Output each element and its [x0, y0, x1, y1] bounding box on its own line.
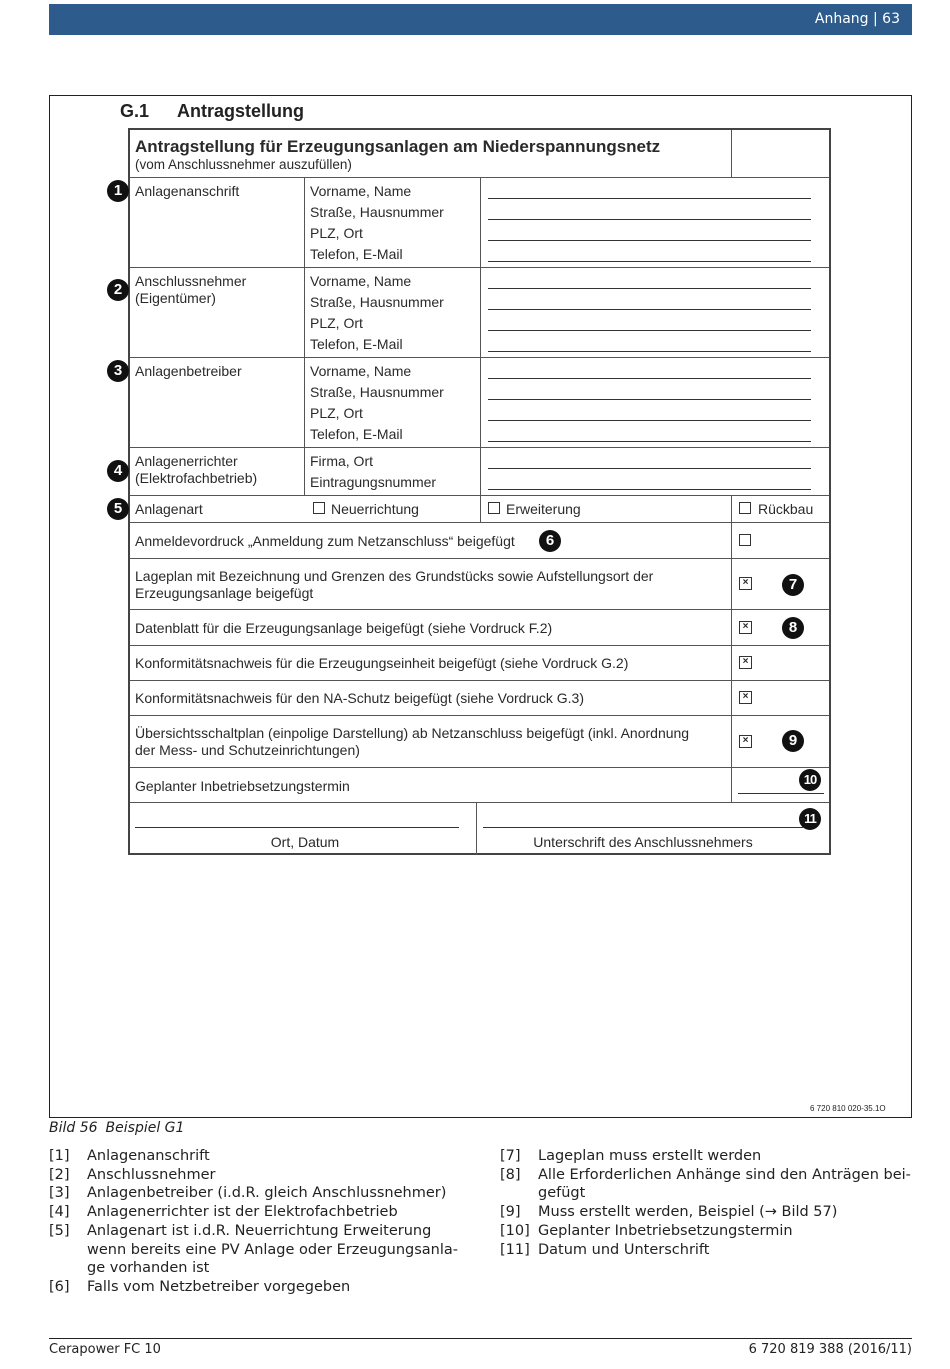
marker-11-icon: 11 [799, 808, 821, 830]
page-header-bar [49, 4, 912, 35]
legend-item [49, 1166, 469, 1185]
legend-item [49, 1278, 469, 1297]
field-label: Telefon, E-Mail [310, 246, 403, 262]
legend-item [49, 1203, 469, 1222]
fill-line [488, 261, 811, 262]
attachment-checkbox-checked[interactable]: × [739, 577, 752, 590]
fill-line [488, 219, 811, 220]
marker-10-icon: 10 [799, 769, 821, 791]
row-divider [130, 609, 829, 610]
field-label: Telefon, E-Mail [310, 426, 403, 442]
legend-text: Anlagenart ist i.d.R. Neuerrichtung Erweiterung wenn bereits eine PV Anlage oder Erzeugungsanla- ge vorhanden ist [87, 1222, 459, 1277]
marker-2-icon: 2 [107, 279, 129, 301]
fill-line [488, 441, 811, 442]
form-subtitle: (vom Anschlussnehmer auszufüllen) [135, 157, 352, 172]
legend-item [500, 1147, 915, 1166]
marker-4-icon: 4 [107, 460, 129, 482]
footer-product: Cerapower FC 10 [49, 1342, 161, 1357]
legend-number: [10] [500, 1222, 530, 1239]
field-label: Straße, Hausnummer [310, 204, 444, 220]
legend-text: Geplanter Inbetriebsetzungstermin [538, 1222, 793, 1239]
attachment-checkbox[interactable] [739, 534, 751, 546]
group-label-anschlussnehmer: Anschlussnehmer (Eigentümer) [135, 273, 247, 306]
legend-left [49, 1147, 469, 1297]
marker-3-icon: 3 [107, 360, 129, 382]
signature-right-label: Unterschrift des Anschlussnehmers [533, 834, 753, 850]
attachment-text: Übersichtsschaltplan (einpolige Darstellung) ab Netzanschluss beigefügt (inkl. Anordnung der Mess- und Schutzeinrichtungen) [135, 725, 690, 758]
form-title: Antragstellung für Erzeugungsanlagen am Niederspannungsnetz [135, 137, 661, 156]
legend-item [49, 1222, 469, 1278]
caption-title: Beispiel G1 [105, 1120, 185, 1136]
attachment-checkbox-checked[interactable]: × [739, 656, 752, 669]
field-label: PLZ, Ort [310, 225, 363, 241]
row-divider [130, 680, 829, 681]
fill-line [488, 420, 811, 421]
legend-item [500, 1166, 915, 1203]
attachment-text: Konformitätsnachweis für den NA-Schutz beigefügt (siehe Vordruck G.3) [135, 690, 584, 706]
legend-text: Falls vom Netzbetreiber vorgegeben [87, 1278, 351, 1295]
row-divider [130, 802, 829, 803]
attachment-text: Datenblatt für die Erzeugungsanlage beigefügt (siehe Vordruck F.2) [135, 620, 553, 636]
group-label-anlagenanschrift: Anlagenanschrift [135, 183, 240, 199]
attachment-text: Lageplan mit Bezeichnung und Grenzen des Grundstücks sowie Aufstellungsort der Erzeugungsanlage beigefügt [135, 568, 654, 601]
legend-number: [7] [500, 1148, 521, 1164]
fill-line [488, 198, 811, 199]
col-divider [731, 130, 732, 177]
figure-caption [49, 1120, 184, 1136]
marker-5-icon: 5 [107, 498, 129, 520]
field-label: Telefon, E-Mail [310, 336, 403, 352]
fill-line [488, 351, 811, 352]
legend-item [500, 1222, 915, 1241]
field-label: PLZ, Ort [310, 405, 363, 421]
application-form [128, 128, 831, 855]
group-label-anlagenerrichter: Anlagenerrichter (Elektrofachbetrieb) [135, 453, 258, 486]
legend-number: [11] [500, 1241, 530, 1258]
legend-item [500, 1241, 915, 1260]
attachment-text: Anmeldevordruck „Anmeldung zum Netzanschluss“ beigefügt [135, 533, 515, 549]
option-label: Neuerrichtung [331, 501, 419, 517]
legend-item [500, 1203, 915, 1222]
fill-line [488, 309, 811, 310]
marker-9-icon: 9 [782, 730, 804, 752]
legend-number: [4] [49, 1204, 70, 1221]
row-divider [130, 715, 829, 716]
image-code: 6 720 810 020-35.1O [810, 1104, 886, 1113]
field-label: Firma, Ort [310, 453, 373, 469]
section-number: G.1 [120, 101, 150, 121]
fill-line [488, 240, 811, 241]
col-divider [476, 802, 477, 855]
col-divider [731, 495, 732, 802]
signature-left-label: Ort, Datum [270, 834, 340, 850]
page-header-text: Anhang | 63 [814, 11, 900, 27]
attachment-checkbox-checked[interactable]: × [739, 691, 752, 704]
legend-number: [9] [500, 1204, 521, 1221]
col-divider [480, 177, 481, 522]
field-label: Vorname, Name [310, 363, 412, 379]
footer-rule [49, 1338, 912, 1339]
legend-text: Datum und Unterschrift [538, 1241, 710, 1258]
fill-line [488, 330, 811, 331]
legend-number: [1] [49, 1148, 70, 1164]
field-label: Vorname, Name [310, 183, 412, 199]
group-label-anlagenbetreiber: Anlagenbetreiber [135, 363, 242, 379]
option-label: Rückbau [758, 501, 814, 517]
checkbox-neuerrichtung[interactable] [313, 502, 325, 514]
legend-number: [5] [49, 1222, 70, 1239]
field-label: Vorname, Name [310, 273, 412, 289]
fill-line [488, 378, 811, 379]
legend-item [49, 1184, 469, 1203]
legend-right [500, 1147, 915, 1259]
row-divider [130, 558, 829, 559]
attachment-checkbox-checked[interactable]: × [739, 735, 752, 748]
legend-text: Anlagenerrichter ist der Elektrofachbetrieb [87, 1204, 398, 1221]
field-label: Eintragungsnummer [310, 474, 437, 490]
signature-line-right [483, 827, 803, 828]
marker-1-icon: 1 [107, 180, 129, 202]
attachment-text: Konformitätsnachweis für die Erzeugungseinheit beigefügt (siehe Vordruck G.2) [135, 655, 629, 671]
caption-label: Bild 56 [49, 1120, 98, 1136]
row-divider [130, 767, 829, 768]
fill-line [488, 489, 811, 490]
marker-7-icon: 7 [782, 574, 804, 596]
row-divider [130, 522, 829, 523]
commissioning-line [738, 793, 824, 794]
attachment-checkbox-checked[interactable]: × [739, 621, 752, 634]
field-label: Straße, Hausnummer [310, 384, 444, 400]
fill-line [488, 399, 811, 400]
checkbox-rueckbau[interactable] [739, 502, 751, 514]
legend-number: [6] [49, 1278, 70, 1295]
section-heading [120, 101, 304, 122]
legend-text: Anlagenanschrift [87, 1148, 210, 1164]
field-label: Straße, Hausnummer [310, 294, 444, 310]
fill-line [488, 288, 811, 289]
col-divider [304, 177, 305, 495]
field-label: PLZ, Ort [310, 315, 363, 331]
anlagenart-label: Anlagenart [135, 501, 203, 517]
row-divider [130, 645, 829, 646]
option-label: Erweiterung [506, 501, 581, 517]
legend-text: Alle Erforderlichen Anhänge sind den Anträgen bei- gefügt [538, 1166, 911, 1202]
signature-line-left [135, 827, 459, 828]
legend-text: Lageplan muss erstellt werden [538, 1148, 762, 1164]
legend-text: Muss erstellt werden, Beispiel (→ Bild 57) [538, 1204, 838, 1221]
footer-doc-number: 6 720 819 388 (2016/11) [748, 1342, 912, 1357]
legend-number: [2] [49, 1166, 70, 1183]
fill-line [488, 468, 811, 469]
section-title: Antragstellung [177, 101, 305, 121]
legend-number: [3] [49, 1185, 70, 1202]
legend-item [49, 1147, 469, 1166]
legend-number: [8] [500, 1166, 521, 1183]
marker-6-icon: 6 [539, 530, 561, 552]
checkbox-erweiterung[interactable] [488, 502, 500, 514]
legend-text: Anlagenbetreiber (i.d.R. gleich Anschlussnehmer) [87, 1185, 447, 1202]
commissioning-label: Geplanter Inbetriebsetzungstermin [135, 778, 350, 794]
legend-text: Anschlussnehmer [87, 1166, 216, 1183]
marker-8-icon: 8 [782, 617, 804, 639]
